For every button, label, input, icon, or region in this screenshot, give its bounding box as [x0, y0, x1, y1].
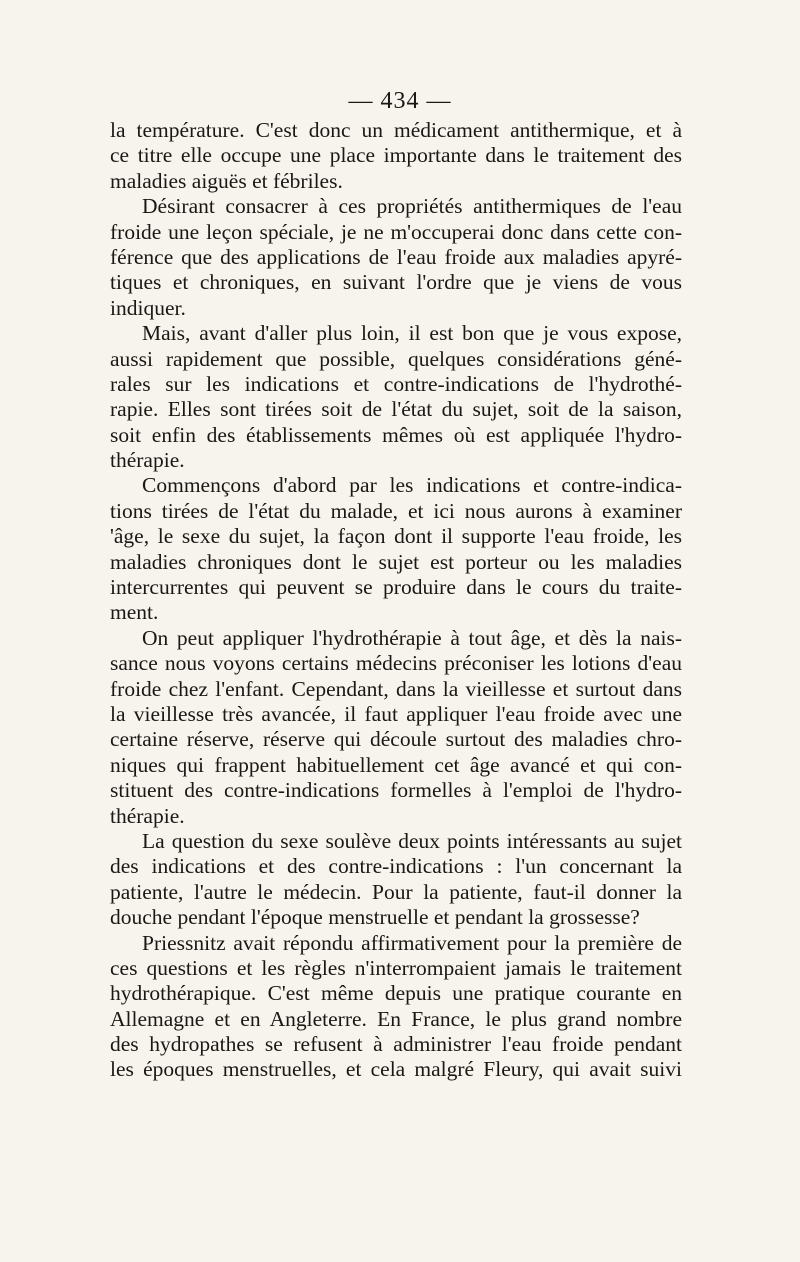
text-line: maladies aiguës et fébriles. [110, 168, 343, 193]
text-line: Allemagne et en Angleterre. En France, le plus grand nombre [110, 1006, 682, 1031]
text-line: maladies chroniques dont le sujet est porteur ou les maladies [110, 549, 682, 574]
text-line: ces questions et les règles n'interrompaient jamais le traitement [110, 955, 682, 980]
text-line: des hydropathes se refusent à administrer l'eau froide pendant [110, 1032, 682, 1057]
text-line: sance nous voyons certains médecins préconiser les lotions d'eau [110, 651, 682, 676]
text-line: La question du sexe soulève deux points intéressants au sujet [142, 828, 682, 853]
text-line: tiques et chroniques, en suivant l'ordre que je viens de vous [110, 270, 682, 295]
text-line: soit enfin des établissements mêmes où est appliquée l'hydro- [110, 422, 682, 447]
paragraph [110, 118, 682, 194]
text-line: niques qui frappent habituellement cet âge avancé et qui con- [110, 752, 682, 777]
text-line: On peut appliquer l'hydrothérapie à tout âge, et dès la nais- [142, 625, 682, 650]
text-line: les époques menstruelles, et cela malgré Fleury, qui avait suivi [110, 1057, 682, 1082]
text-line: froide une leçon spéciale, je ne m'occuperai donc dans cette con- [110, 219, 682, 244]
paragraph [110, 626, 682, 829]
text-line: thérapie. [110, 803, 185, 828]
text-line: patiente, l'autre le médecin. Pour la patiente, faut-il donner la [110, 879, 682, 904]
text-line: la température. C'est donc un médicament antithermique, et à [110, 118, 682, 142]
text-line: rapie. Elles sont tirées soit de l'état du sujet, soit de la saison, [110, 397, 682, 422]
text-line: rales sur les indications et contre-indications de l'hydrothé- [110, 371, 682, 396]
text-line: ce titre elle occupe une place importante dans le traitement des [110, 143, 682, 168]
paragraph [110, 194, 682, 321]
paragraph [110, 321, 682, 473]
text-line: Désirant consacrer à ces propriétés antithermiques de l'eau [142, 194, 682, 219]
text-line: des indications et des contre-indications : l'un concernant la [110, 854, 682, 879]
paragraph [110, 931, 682, 1083]
page-number: — 434 — [348, 88, 452, 114]
text-line: thérapie. [110, 448, 185, 473]
text-line: indiquer. [110, 295, 186, 320]
text-line: tions tirées de l'état du malade, et ici nous aurons à examiner [110, 498, 682, 523]
text-line: stituent des contre-indications formelles à l'emploi de l'hydro- [110, 778, 682, 803]
text-line: ment. [110, 600, 159, 625]
text-line: Priessnitz avait répondu affirmativement pour la première de [142, 930, 682, 955]
text-line: férence que des applications de l'eau froide aux maladies apyré- [110, 244, 682, 269]
text-line: Commençons d'abord par les indications et contre-indica- [142, 473, 682, 498]
text-line: froide chez l'enfant. Cependant, dans la vieillesse et surtout dans [110, 676, 682, 701]
text-line: hydrothérapique. C'est même depuis une pratique courante en [110, 981, 682, 1006]
text-line: aussi rapidement que possible, quelques considérations géné- [110, 346, 682, 371]
body-text [110, 118, 682, 1083]
text-line: Mais, avant d'aller plus loin, il est bon que je vous expose, [142, 321, 682, 346]
paragraph [110, 829, 682, 931]
text-line: certaine réserve, réserve qui découle surtout des maladies chro- [110, 727, 682, 752]
text-line: la vieillesse très avancée, il faut appliquer l'eau froide avec une [110, 701, 682, 726]
text-line: 'âge, le sexe du sujet, la façon dont il supporte l'eau froide, les [110, 524, 682, 549]
paragraph [110, 473, 682, 625]
text-line: intercurrentes qui peuvent se produire dans le cours du traite- [110, 575, 682, 600]
text-line: douche pendant l'époque menstruelle et pendant la grossesse? [110, 905, 640, 930]
